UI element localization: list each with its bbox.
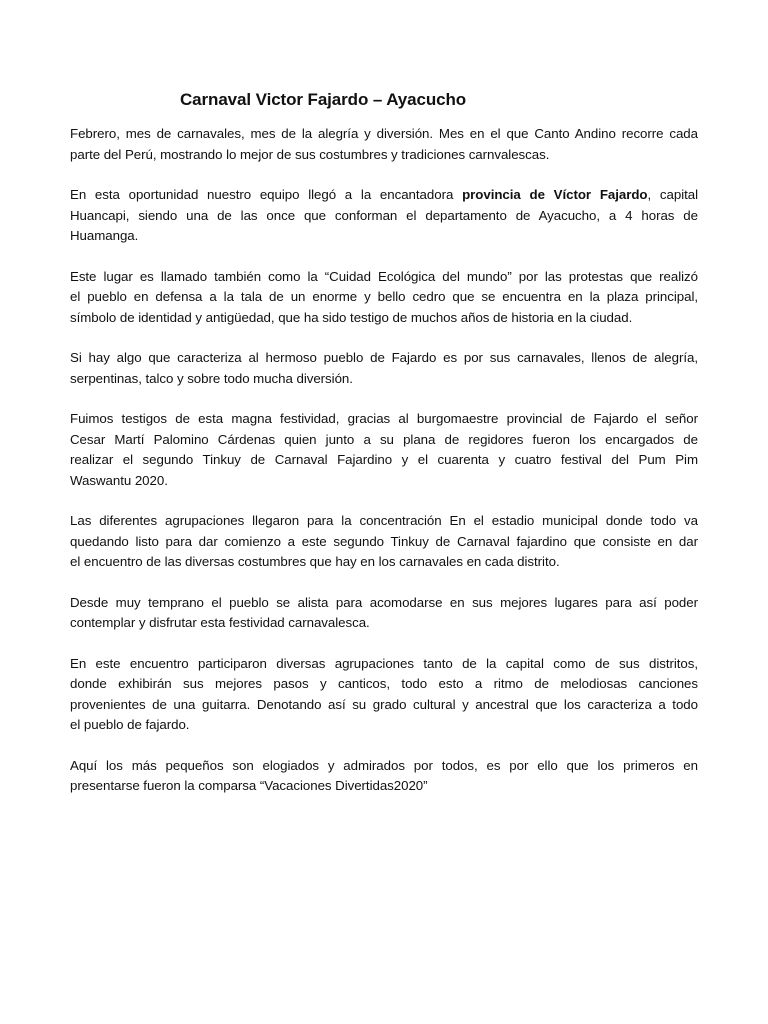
paragraph-line: Febrero, mes de carnavales, mes de la alegría y diversión. Mes en el que Canto Andino recorre cada <box>70 126 698 141</box>
paragraph-line: serpentinas, talco y sobre todo mucha diversión. <box>70 370 353 386</box>
paragraph-line: parte del Perú, mostrando lo mejor de sus costumbres y tradiciones carnvalescas. <box>70 146 550 162</box>
paragraph-line: el encuentro de las diversas costumbres que hay en los carnavales en cada distrito. <box>70 554 560 569</box>
paragraph-line: Waswantu 2020. <box>70 472 168 488</box>
paragraph-line: Este lugar es llamado también como la “Cuidad Ecológica del mundo” por las protestas que realizó <box>70 268 698 284</box>
paragraph-line: contemplar y disfrutar esta festividad carnavalesca. <box>70 615 370 630</box>
paragraph-line: Cesar Martí Palomino Cárdenas quien junto a su plana de regidores fueron los encargados de <box>70 431 698 447</box>
paragraph-4 <box>70 348 698 389</box>
paragraph-1 <box>70 124 698 165</box>
paragraph-line: realizar el segundo Tinkuy de Carnaval Fajardino y el cuarenta y cuatro festival del Pum Pim <box>70 452 698 467</box>
paragraph-line: Huamanga. <box>70 228 139 243</box>
paragraph-line: provenientes de una guitarra. Denotando así su grado cultural y ancestral que los caracteriza a todo <box>70 696 698 712</box>
paragraph-7 <box>70 593 698 634</box>
paragraph-line: Si hay algo que caracteriza al hermoso pueblo de Fajardo es por sus carnavales, llenos de alegría, <box>70 350 698 365</box>
paragraph-9 <box>70 756 698 797</box>
bold-phrase: provincia de Víctor Fajardo <box>462 187 648 202</box>
paragraph-line: el pueblo en defensa a la tala de un enorme y bello cedro que se encuentra en la plaza principal, <box>70 289 698 304</box>
paragraph-line: símbolo de identidad y antigüedad, que ha sido testigo de muchos años de historia en la ciudad. <box>70 309 633 325</box>
paragraph-line: En este encuentro participaron diversas agrupaciones tanto de la capital como de sus distritos, <box>70 655 698 671</box>
paragraph-line: Fuimos testigos de esta magna festividad, gracias al burgomaestre provincial de Fajardo el señor <box>70 411 698 426</box>
paragraph-line: Las diferentes agrupaciones llegaron para la concentración En el estadio municipal donde todo va <box>70 513 698 528</box>
paragraph-line: donde exhibirán sus mejores pasos y canticos, todo esto a ritmo de melodiosas canciones <box>70 676 698 691</box>
paragraph-text: En esta oportunidad nuestro equipo llegó a la encantadora <box>70 187 454 202</box>
paragraph-line: quedando listo para dar comienzo a este segundo Tinkuy de Carnaval fajardino que consiste en dar <box>70 533 698 549</box>
paragraph-3 <box>70 267 698 329</box>
paragraph-line: presentarse fueron la comparsa “Vacaciones Divertidas2020” <box>70 778 428 793</box>
paragraph-line: Desde muy temprano el pueblo se alista para acomodarse en sus mejores lugares para así poder <box>70 594 698 610</box>
paragraph-8 <box>70 654 698 736</box>
paragraph-5 <box>70 409 698 491</box>
paragraph-text: , capital <box>647 187 698 202</box>
paragraph-line: Aquí los más pequeños son elogiados y admirados por todos, es por ello que los primeros en <box>70 757 698 773</box>
document-title: Carnaval Victor Fajardo – Ayacucho <box>180 90 467 109</box>
paragraph-line <box>70 185 698 206</box>
paragraph-2 <box>70 185 698 247</box>
document-page <box>70 89 698 817</box>
paragraph-line: Huancapi, siendo una de las once que conforman el departamento de Ayacucho, a 4 horas de <box>70 207 698 223</box>
paragraph-6 <box>70 511 698 573</box>
paragraph-line: el pueblo de fajardo. <box>70 717 190 732</box>
